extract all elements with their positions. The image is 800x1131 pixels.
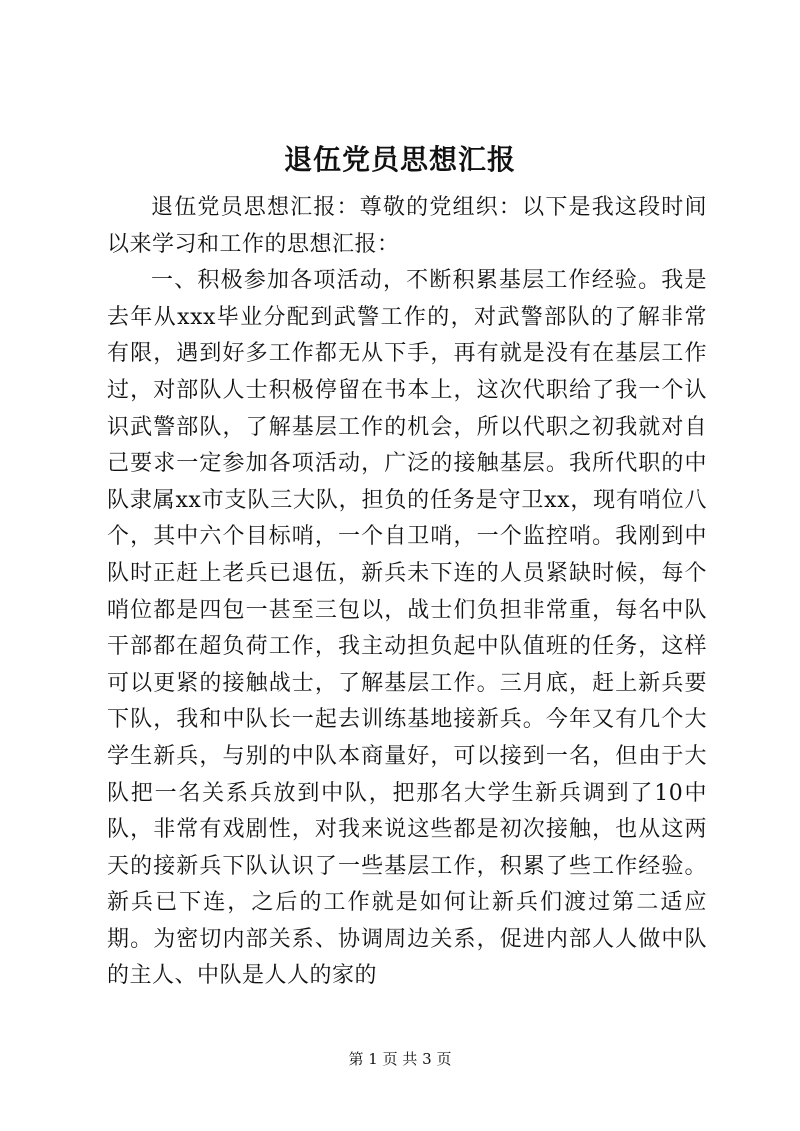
page-footer: 第 1 页 共 3 页 <box>348 1050 452 1068</box>
document-body <box>107 190 707 995</box>
page-title: 退伍党员思想汇报 <box>283 143 516 176</box>
paragraph-intro: 退伍党员思想汇报：尊敬的党组织：以下是我这段时间以来学习和工作的思想汇报： <box>107 195 707 257</box>
paragraph-section-1: 一、积极参加各项活动，不断积累基层工作经验。我是去年从xxx毕业分配到武警工作的，对武警部队的了解非常有限，遇到好多工作都无从下手，再有就是没有在基层工作过，对部队人士积极停留在书本上，这次代职给了我一个认识武警部队，了解基层工作的机会，所以代职之初我就对自己要求一定参加各项活动，广泛的接触基层。我所代职的中队隶属xx市支队三大队，担负的任务是守卫xx，现有哨位八个，其中六个目标哨，一个自卫哨，一个监控哨。我刚到中队时正赶上老兵已退伍，新兵未下连的人员紧缺时候，每个哨位都是四包一甚至三包以，战士们负担非常重，每名中队干部都在超负荷工作，我主动担负起中队值班的任务，这样可以更紧的接触战士，了解基层工作。三月底，赶上新兵要下队，我和中队长一起去训练基地接新兵。今年又有几个大学生新兵，与别的中队本商量好，可以接到一名，但由于大队把一名关系兵放到中队，把那名大学生新兵调到了10中队，非常有戏剧性，对我来说这些都是初次接触，也从这两天的接新兵下队认识了一些基层工作，积累了些工作经验。新兵已下连，之后的工作就是如何让新兵们渡过第二适应期。为密切内部关系、协调周边关系，促进内部人人做中队的主人、中队是人人的家的 <box>107 268 707 989</box>
